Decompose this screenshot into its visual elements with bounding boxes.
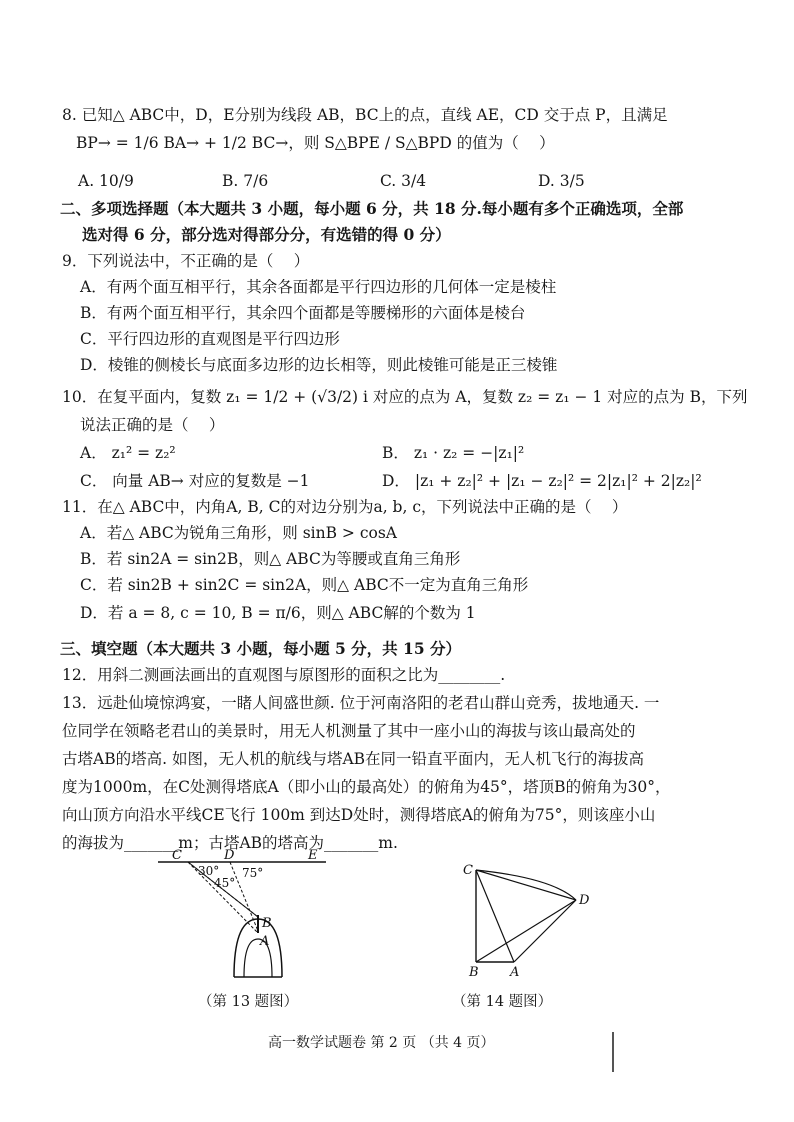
q9-option-a: A．有两个面互相平行，其余各面都是平行四边形的几何体一定是棱柱	[80, 278, 557, 296]
q8-option-b: B. 7/6	[222, 172, 269, 190]
fig13-label-c: C	[172, 848, 182, 863]
figure-13	[150, 845, 330, 985]
fig14-label-b: B	[469, 965, 479, 978]
fig13-caption: （第 13 题图）	[198, 994, 299, 1010]
q11-stem: 11．在△ ABC中，内角A, B, C的对边分别为a, b, c，下列说法中正确的是（ ）	[62, 498, 628, 516]
q10-stem-line1: 10．在复平面内，复数 z₁ = 1/2 + (√3/2) i 对应的点为 A，复数 z₂ = z₁ − 1 对应的点为 B，下列	[62, 388, 748, 406]
q13-line-6: 的海拔为_______m；古塔AB的塔高为_______m.	[62, 834, 398, 852]
section2-heading-line2: 选对得 6 分，部分选对得部分分，有选错的得 0 分）	[82, 225, 451, 244]
q12-stem: 12．用斜二测画法画出的直观图与原图形的面积之比为________.	[62, 666, 506, 684]
fig14-caption: （第 14 题图）	[452, 994, 553, 1010]
figure-14	[458, 858, 598, 978]
q8-option-c: C. 3/4	[380, 172, 427, 190]
q9-option-d: D．棱锥的侧棱长与底面多边形的边长相等，则此棱锥可能是正三棱锥	[80, 356, 558, 374]
fig14-edge-ad	[514, 900, 576, 962]
section3-heading: 三、填空题（本大题共 3 小题，每小题 5 分，共 15 分）	[60, 639, 462, 658]
fig14-label-d: D	[579, 893, 590, 908]
q10-option-a: A． z₁² = z₂²	[80, 444, 176, 462]
fig13-label-b: B	[262, 916, 272, 931]
q8-formula: BP→ = 1/6 BA→ + 1/2 BC→，则 S△BPE / S△BPD 的值为（ ）	[76, 134, 555, 152]
q13-line-1: 13．远赴仙境惊鸿宴，一睹人间盛世颜. 位于河南洛阳的老君山群山竞秀，拔地通天. 一	[62, 694, 660, 712]
fig13-angle-30: 30°	[198, 864, 220, 878]
q9-option-c: C．平行四边形的直观图是平行四边形	[80, 330, 340, 348]
q11-option-a: A．若△ ABC为锐角三角形，则 sinB > cosA	[80, 524, 397, 542]
q9-stem: 9．下列说法中，不正确的是（ ）	[62, 252, 310, 270]
q13-line-5: 向山顶方向沿水平线CE飞行 100m 到达D处时，测得塔底A的俯角为75°，则该座小山	[62, 806, 656, 824]
fig13-label-e: E	[308, 848, 318, 863]
q10-option-c: C． 向量 AB→ 对应的复数是 −1	[80, 472, 310, 490]
q8-option-d: D. 3/5	[538, 172, 585, 190]
q13-line-3: 古塔AB的塔高. 如图，无人机的航线与塔AB在同一铅直平面内，无人机飞行的海拔高	[62, 750, 645, 768]
fig13-label-a: A	[260, 934, 270, 949]
fig13-angle-45: 45°	[214, 876, 236, 890]
q11-option-b: B．若 sin2A = sin2B，则△ ABC为等腰或直角三角形	[80, 550, 461, 568]
q10-stem-line2: 说法正确的是（ ）	[80, 416, 225, 434]
q13-line-2: 位同学在领略老君山的美景时，用无人机测量了其中一座小山的海拔与该山最高处的	[62, 722, 636, 740]
section2-heading-line1: 二、多项选择题（本大题共 3 小题，每小题 6 分，共 18 分.每小题有多个正确选项，全部	[60, 199, 684, 218]
fig14-edge-bd	[476, 900, 576, 962]
fig14-edge-ca	[476, 870, 514, 962]
fig14-edge-cd	[476, 870, 576, 900]
q11-option-d: D．若 a = 8, c = 10, B = π/6，则△ ABC解的个数为 1	[80, 604, 476, 622]
q13-line-4: 度为1000m，在C处测得塔底A（即小山的最高处）的俯角为45°，塔顶B的俯角为30°，	[62, 778, 671, 796]
q10-option-b: B． z₁ · z₂ = −|z₁|²	[382, 444, 525, 462]
q8-stem: 8. 已知△ ABC中，D，E分别为线段 AB，BC上的点，直线 AE，CD 交于点 P，且满足	[62, 106, 668, 124]
margin-mark	[612, 1032, 614, 1072]
q8-option-a: A. 10/9	[78, 172, 134, 190]
q11-option-c: C．若 sin2B + sin2C = sin2A，则△ ABC不一定为直角三角形	[80, 576, 529, 594]
q10-option-d: D． |z₁ + z₂|² + |z₁ − z₂|² = 2|z₁|² + 2|z₂|²	[382, 472, 702, 490]
page-footer: 高一数学试题卷 第 2 页 （共 4 页）	[268, 1035, 495, 1051]
fig14-label-c: C	[463, 863, 473, 878]
q9-option-b: B．有两个面互相平行，其余四个面都是等腰梯形的六面体是棱台	[80, 304, 526, 322]
fig14-label-a: A	[510, 965, 520, 978]
fig13-label-d: D	[224, 848, 235, 863]
fig13-angle-75: 75°	[242, 866, 264, 880]
